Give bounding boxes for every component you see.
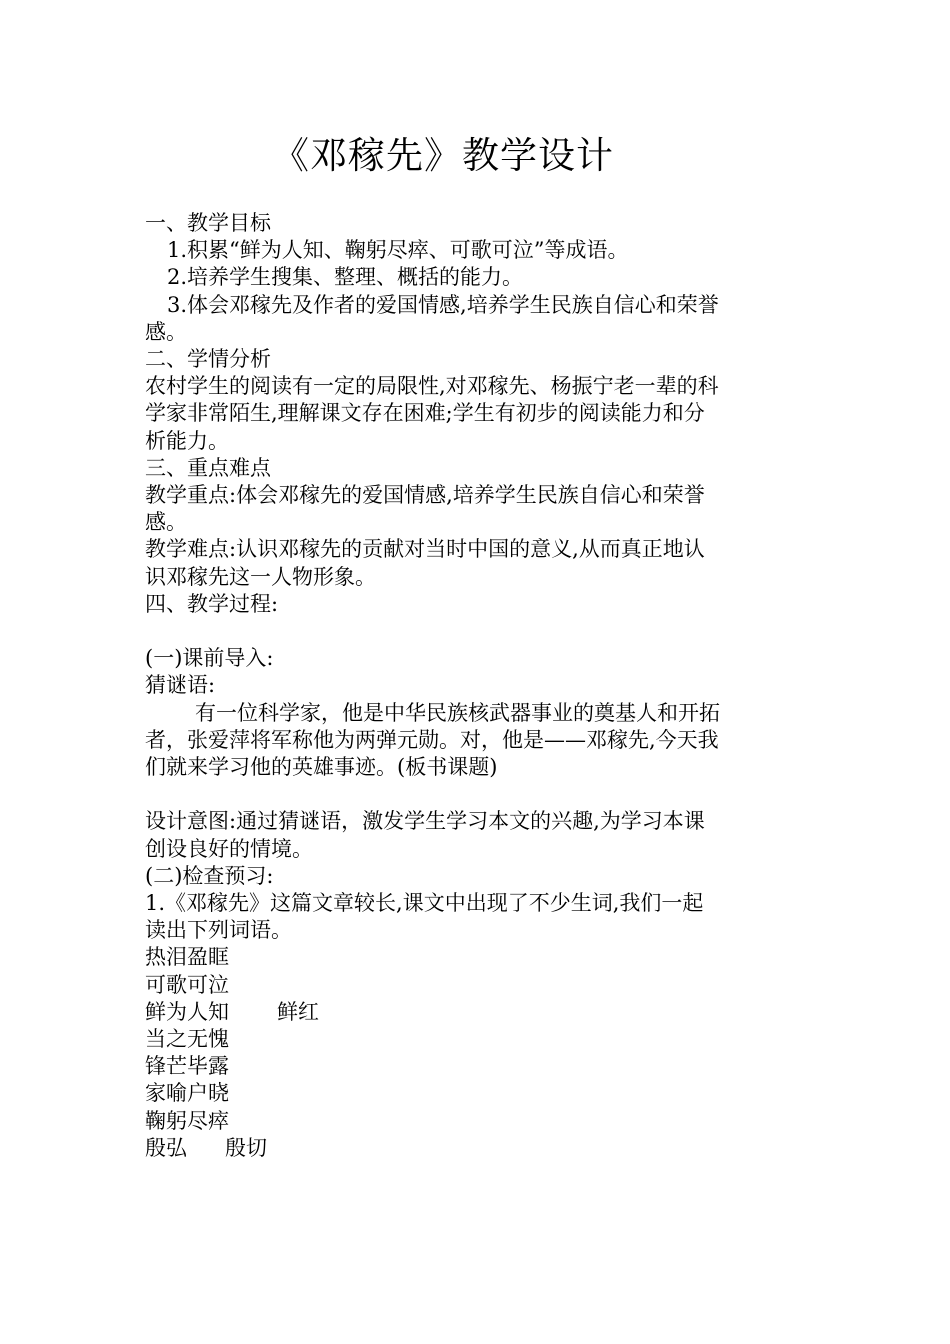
goal-item-2: 2.培养学生搜集、整理、概括的能力。 [167,265,524,290]
document-body [145,210,813,1162]
design-intent-line1: 设计意图:通过猜谜语，激发学生学习本文的兴趣,为学习本课 [145,809,705,834]
vocab-word: 鞠躬尽瘁 [145,1108,229,1133]
vocab-word: 家喻户晓 [145,1081,229,1106]
section-heading-goals: 一、教学目标 [145,211,271,235]
vocab-word: 殷切 [225,1135,267,1160]
goal-item-1: 1.积累“鲜为人知、鞠躬尽瘁、可歌可泣”等成语。 [167,238,629,263]
step-1-heading: (一)课前导入: [145,646,274,671]
blank-line [145,781,813,808]
section-heading-process: 四、教学过程: [145,591,279,616]
riddle-line-2: 者，张爱萍将军称他为两弹元勋。对，他是——邓稼先,今天我 [145,727,719,752]
difficulty-line1: 教学难点:认识邓稼先的贡献对当时中国的意义,从而真正地认 [145,537,705,562]
design-intent-line2: 创设良好的情境。 [145,836,313,861]
key-point-line1: 教学重点:体会邓稼先的爱国情感,培养学生民族自信心和荣誉 [145,483,705,508]
vocab-word: 热泪盈眶 [145,945,229,970]
step-2-heading: (二)检查预习: [145,863,274,888]
vocab-row [145,999,813,1026]
section-heading-key-points: 三、重点难点 [145,455,271,480]
section-heading-analysis: 二、学情分析 [145,347,271,372]
document-title: 《邓稼先》教学设计 [272,134,614,177]
analysis-line-2: 学家非常陌生,理解课文存在困难;学生有初步的阅读能力和分 [145,401,705,426]
vocab-word: 锋芒毕露 [145,1054,229,1079]
preview-line2: 读出下列词语。 [145,918,292,943]
analysis-line-3: 析能力。 [145,428,229,453]
vocab-word: 当之无愧 [145,1027,229,1052]
vocab-word: 鲜红 [277,999,319,1024]
vocab-word: 殷弘 [145,1135,187,1160]
vocab-word: 鲜为人知 [145,999,229,1024]
vocab-word: 可歌可泣 [145,972,229,997]
riddle-label: 猜谜语: [145,673,216,698]
analysis-line-1: 农村学生的阅读有一定的局限性,对邓稼先、杨振宁老一辈的科 [145,374,719,399]
blank-line [145,618,813,645]
difficulty-line2: 识邓稼先这一人物形象。 [145,564,376,589]
preview-line1: 1.《邓稼先》这篇文章较长,课文中出现了不少生词,我们一起 [145,891,704,916]
vocab-row [145,1135,813,1162]
goal-item-3-line2: 感。 [145,319,187,344]
riddle-line-3: 们就来学习他的英雄事迹。(板书课题) [145,755,498,780]
goal-item-3-line1: 3.体会邓稼先及作者的爱国情感,培养学生民族自信心和荣誉 [167,292,719,317]
riddle-line-1: 有一位科学家，他是中华民族核武器事业的奠基人和开拓 [195,700,720,725]
key-point-line2: 感。 [145,510,187,535]
